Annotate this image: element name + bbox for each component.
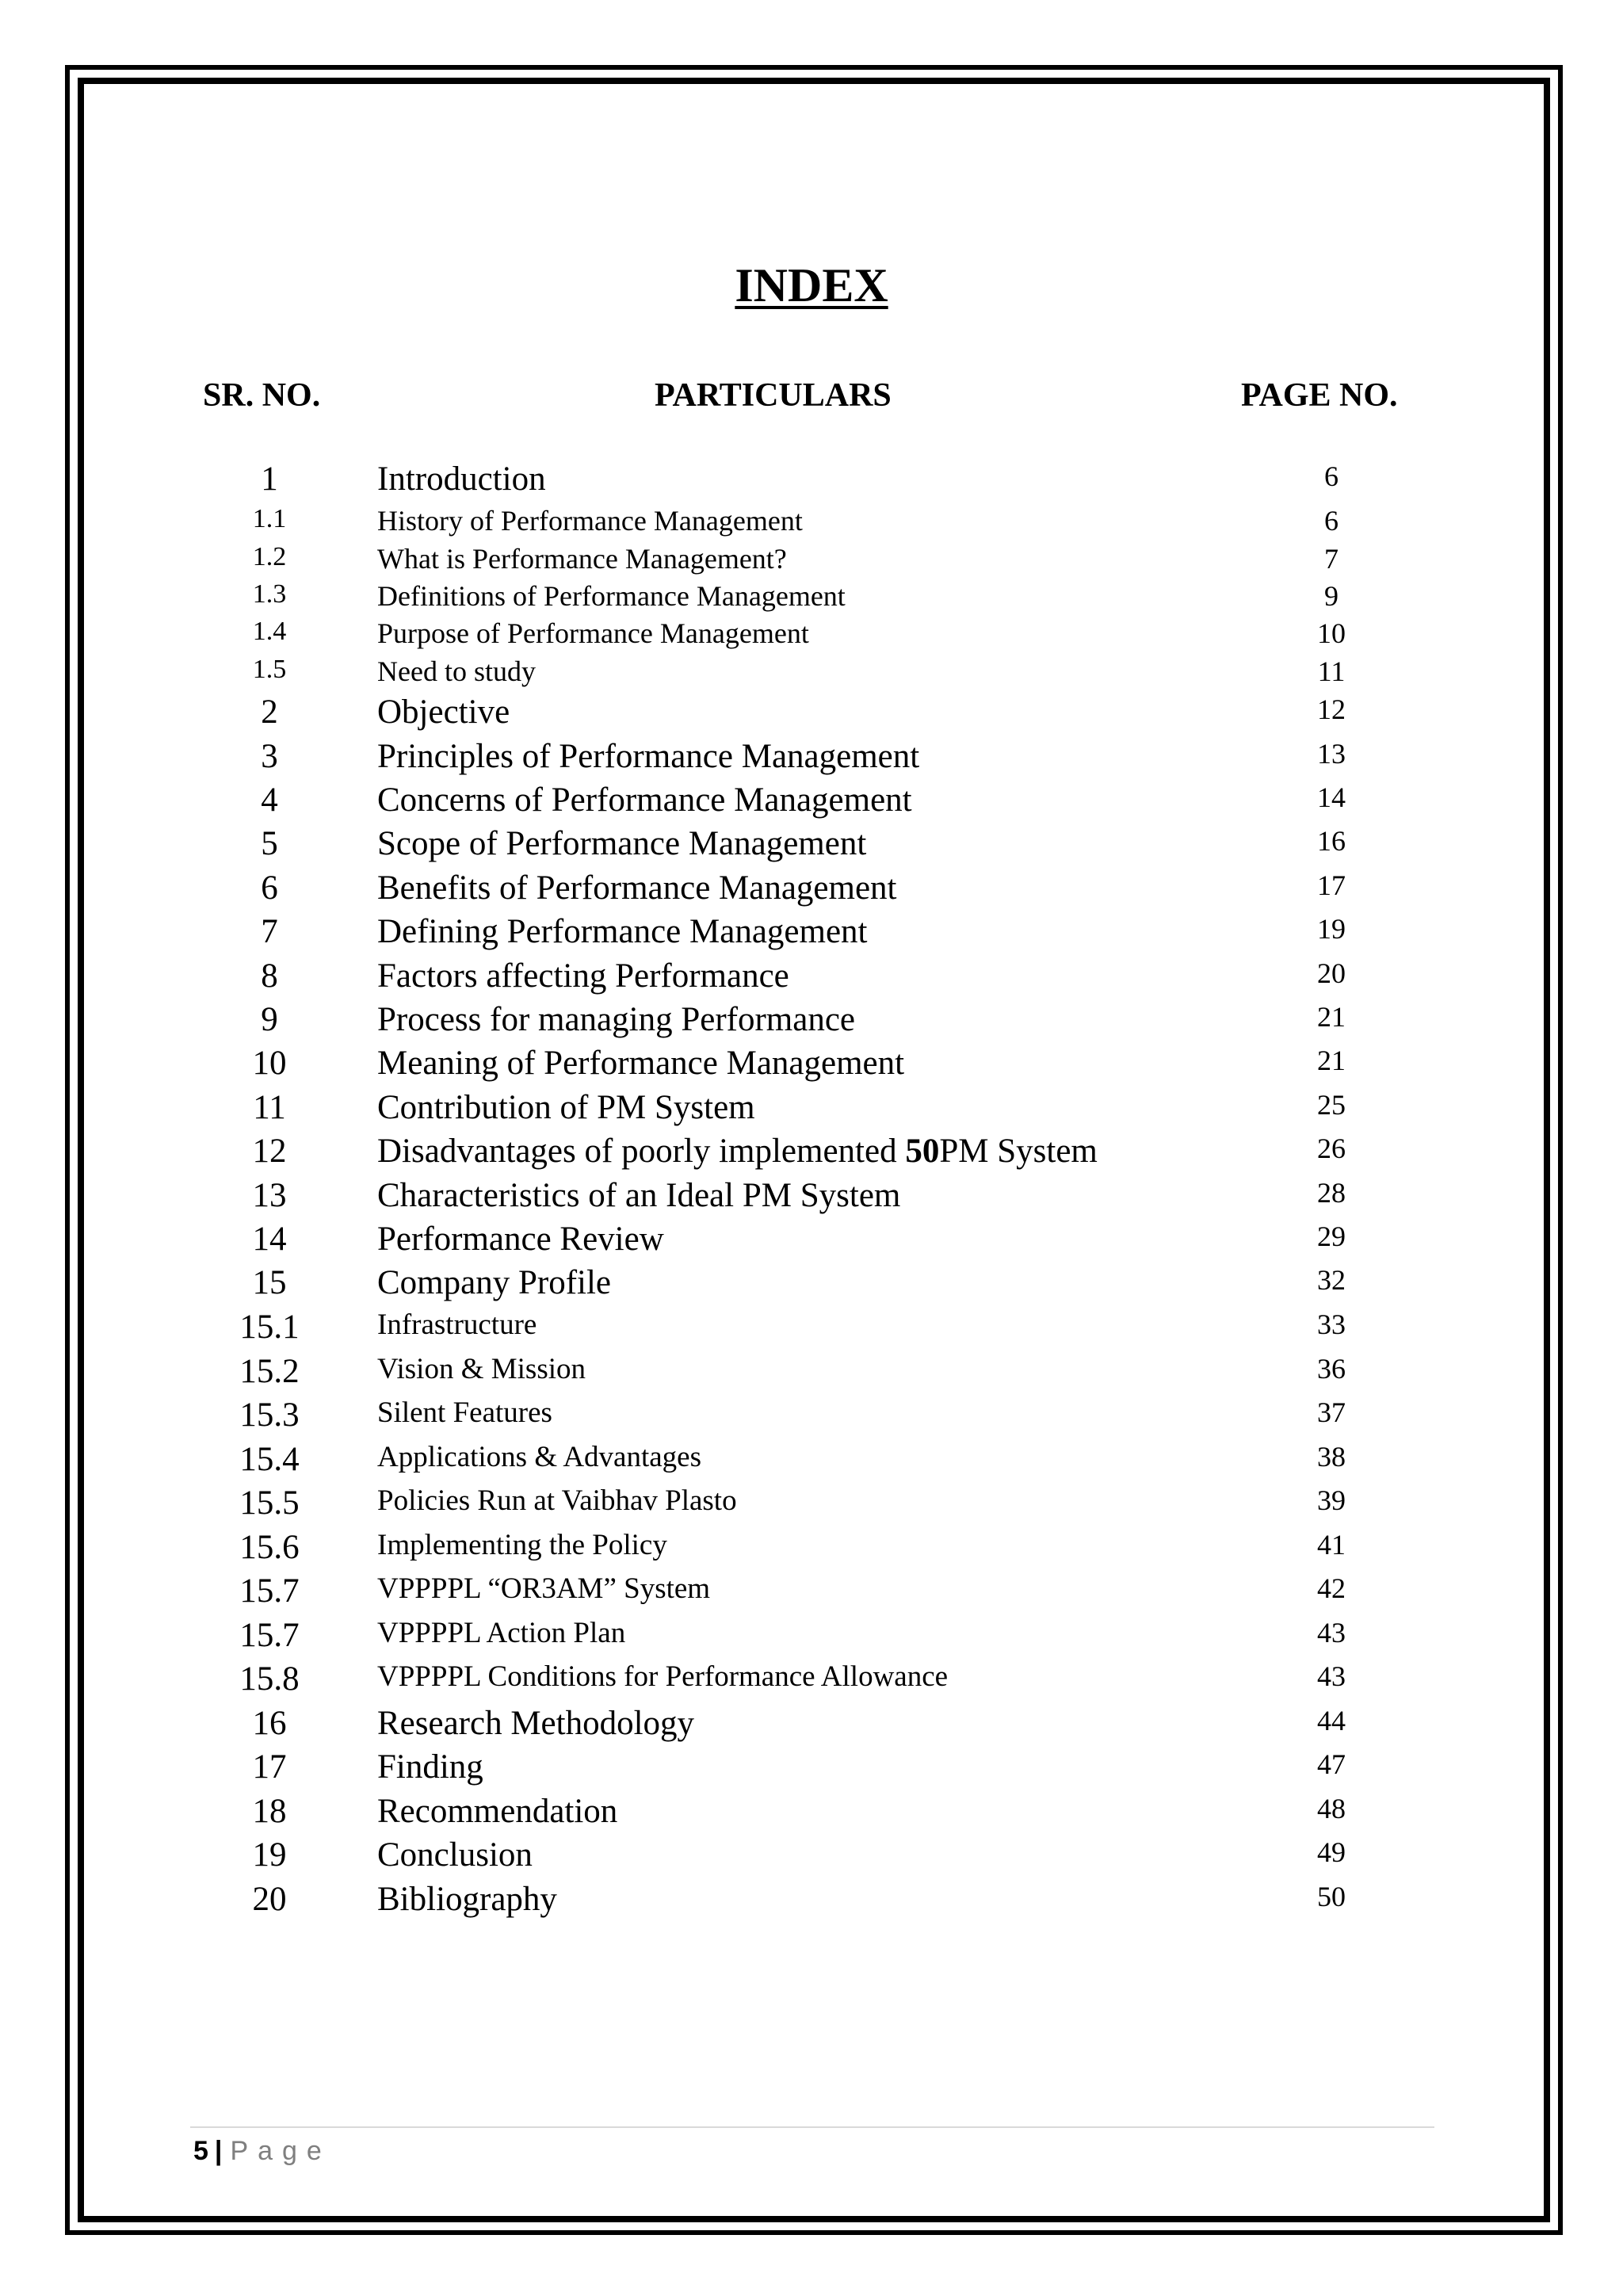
row-page-no: 36: [1317, 1353, 1346, 1385]
row-sr-no: 1.4: [252, 617, 287, 646]
row-page-no: 48: [1317, 1793, 1346, 1824]
footer-separator: |: [214, 2136, 223, 2166]
row-particular: Process for managing Performance: [377, 1001, 855, 1038]
footer-page-number: 5: [193, 2136, 208, 2166]
row-sr-no: 15.1: [239, 1308, 300, 1346]
row-particular: Scope of Performance Management: [377, 825, 867, 862]
row-page-no: 39: [1317, 1484, 1346, 1516]
row-page-no: 16: [1317, 825, 1346, 857]
row-sr-no: 15.4: [239, 1441, 300, 1478]
row-sr-no: 10: [252, 1045, 287, 1082]
row-page-no: 38: [1317, 1441, 1346, 1473]
row-sr-no: 20: [252, 1881, 287, 1918]
row-particular: Company Profile: [377, 1264, 611, 1301]
row-sr-no: 13: [252, 1177, 287, 1214]
row-page-no: 17: [1317, 869, 1346, 901]
row-particular: Meaning of Performance Management: [377, 1045, 905, 1082]
row-page-no: 11: [1317, 655, 1346, 687]
row-particular: Objective: [377, 693, 510, 731]
row-sr-no: 15.6: [239, 1529, 300, 1566]
row-page-no: 41: [1317, 1529, 1346, 1561]
row-particular: Research Methodology: [377, 1705, 695, 1742]
header-sr-no: SR. NO.: [203, 377, 321, 414]
row-sr-no: 7: [261, 913, 278, 950]
row-particular: Factors affecting Performance: [377, 957, 789, 995]
row-sr-no: 8: [261, 957, 278, 995]
row-page-no: 33: [1317, 1308, 1346, 1340]
row-particular: Principles of Performance Management: [377, 738, 920, 775]
row-particular: [377, 1132, 1098, 1171]
row-page-no: 10: [1317, 617, 1346, 649]
row-particular-bold: 50: [905, 1133, 940, 1170]
row-page-no: 25: [1317, 1089, 1346, 1121]
row-sr-no: 16: [252, 1705, 287, 1742]
row-particular-text: PM System: [939, 1133, 1098, 1170]
row-page-no: 13: [1317, 738, 1346, 770]
row-page-no: 26: [1317, 1133, 1346, 1164]
row-page-no: 29: [1317, 1221, 1346, 1252]
row-sr-no: 15.7: [239, 1617, 300, 1654]
footer-divider: [190, 2126, 1434, 2128]
row-page-no: 14: [1317, 781, 1346, 813]
page-footer: [193, 2137, 331, 2164]
row-particular: Performance Review: [377, 1221, 664, 1258]
row-particular: Definitions of Performance Management: [377, 580, 846, 612]
footer-page-label: Page: [230, 2136, 331, 2166]
row-page-no: 6: [1324, 505, 1338, 537]
row-sr-no: 17: [252, 1748, 287, 1786]
row-page-no: 21: [1317, 1001, 1346, 1033]
row-sr-no: 14: [252, 1221, 287, 1258]
row-sr-no: 15.7: [239, 1572, 300, 1610]
row-particular: Introduction: [377, 460, 546, 498]
header-page-no: PAGE NO.: [1241, 377, 1398, 414]
row-sr-no: 15.3: [239, 1396, 300, 1434]
row-particular-text: Disadvantages of poorly implemented: [377, 1133, 906, 1170]
row-page-no: 43: [1317, 1617, 1346, 1648]
row-page-no: 21: [1317, 1045, 1346, 1076]
row-particular: Characteristics of an Ideal PM System: [377, 1177, 901, 1214]
row-particular: Finding: [377, 1748, 483, 1786]
row-sr-no: 6: [261, 869, 278, 907]
row-page-no: 44: [1317, 1705, 1346, 1736]
row-page-no: 7: [1324, 543, 1338, 575]
row-particular: Defining Performance Management: [377, 913, 868, 950]
row-particular: Benefits of Performance Management: [377, 869, 897, 907]
row-particular: VPPPPL Conditions for Performance Allowance: [377, 1660, 949, 1693]
page-title: INDEX: [735, 259, 888, 311]
row-page-no: 6: [1324, 460, 1338, 492]
row-sr-no: 9: [261, 1001, 278, 1038]
row-sr-no: 15: [252, 1264, 287, 1301]
row-page-no: 49: [1317, 1836, 1346, 1868]
row-sr-no: 2: [261, 693, 278, 731]
row-page-no: 42: [1317, 1572, 1346, 1604]
row-particular: Implementing the Policy: [377, 1529, 667, 1561]
row-page-no: 20: [1317, 957, 1346, 989]
row-particular: Contribution of PM System: [377, 1089, 755, 1126]
row-page-no: 43: [1317, 1660, 1346, 1692]
row-particular: VPPPPL Action Plan: [377, 1617, 626, 1649]
row-particular: Purpose of Performance Management: [377, 617, 809, 649]
row-sr-no: 1.3: [252, 579, 287, 609]
row-particular: VPPPPL “OR3AM” System: [377, 1572, 711, 1605]
row-sr-no: 15.2: [239, 1353, 300, 1390]
row-particular: Vision & Mission: [377, 1353, 586, 1385]
row-particular: Bibliography: [377, 1881, 557, 1918]
row-sr-no: 5: [261, 825, 278, 862]
row-page-no: 37: [1317, 1396, 1346, 1428]
row-page-no: 47: [1317, 1748, 1346, 1780]
row-particular: Recommendation: [377, 1793, 618, 1830]
row-particular: Conclusion: [377, 1836, 533, 1874]
row-page-no: 32: [1317, 1264, 1346, 1296]
row-particular: History of Performance Management: [377, 505, 803, 537]
row-particular: Policies Run at Vaibhav Plasto: [377, 1484, 737, 1517]
row-particular: Infrastructure: [377, 1308, 537, 1341]
row-particular: Need to study: [377, 655, 536, 687]
row-sr-no: 1.2: [252, 542, 287, 571]
row-sr-no: 15.8: [239, 1660, 300, 1698]
header-particulars: PARTICULARS: [655, 377, 892, 414]
row-particular: Concerns of Performance Management: [377, 781, 912, 819]
row-particular: Applications & Advantages: [377, 1441, 701, 1473]
row-sr-no: 3: [261, 738, 278, 775]
row-sr-no: 1.1: [252, 504, 287, 533]
row-particular: Silent Features: [377, 1396, 552, 1429]
row-page-no: 19: [1317, 913, 1346, 945]
row-sr-no: 4: [261, 781, 278, 819]
row-sr-no: 15.5: [239, 1484, 300, 1522]
row-sr-no: 18: [252, 1793, 287, 1830]
row-sr-no: 19: [252, 1836, 287, 1874]
row-sr-no: 1: [261, 460, 278, 498]
row-sr-no: 12: [252, 1133, 287, 1170]
row-page-no: 12: [1317, 693, 1346, 725]
row-page-no: 9: [1324, 580, 1338, 612]
row-sr-no: 1.5: [252, 655, 287, 684]
row-page-no: 28: [1317, 1177, 1346, 1209]
row-page-no: 50: [1317, 1881, 1346, 1912]
row-particular: What is Performance Management?: [377, 543, 787, 575]
row-sr-no: 11: [253, 1089, 286, 1126]
